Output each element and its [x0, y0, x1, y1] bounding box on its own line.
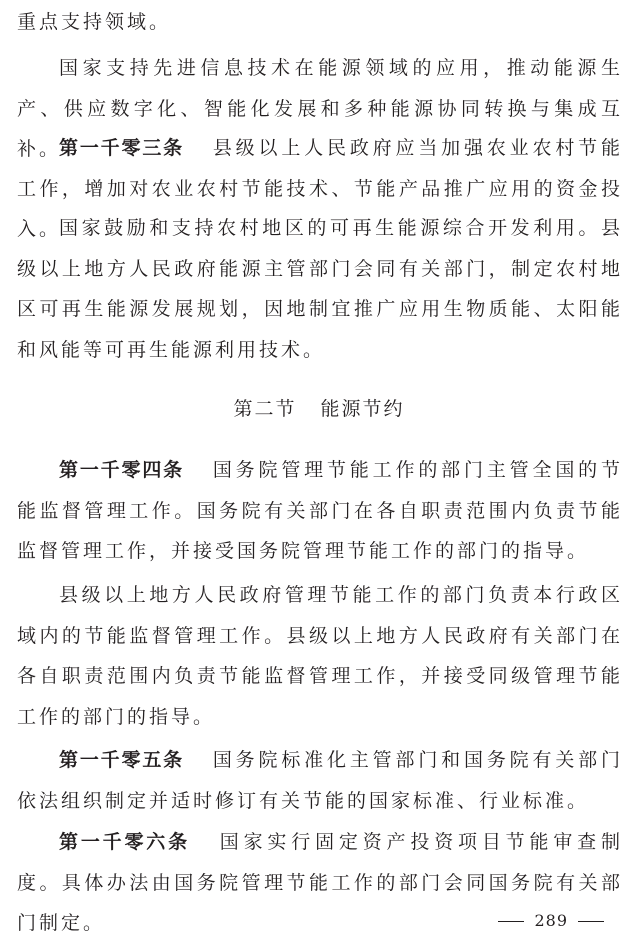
- page-number-value: 289: [534, 911, 568, 930]
- article-number: 第一千零三条: [59, 137, 184, 159]
- article-1005: [17, 740, 623, 821]
- paragraph: [17, 575, 623, 737]
- article-text: 国务院标准化主管部门和国务院有关部门依法组织制定并适时修订有关节能的国家标准、行业标准。: [17, 749, 623, 812]
- article-text: 国务院管理节能工作的部门主管全国的节能监督管理工作。国务院有关部门在各自职责范围内负责节能监督管理工作，并接受国务院管理节能工作的部门的指导。: [17, 459, 623, 563]
- section-heading: [0, 389, 638, 429]
- paragraph-text: 国家支持先进信息技术在能源领域的应用，推动能源生产、供应数字化、智能化发展和多种能源协同转换与集成互补。: [17, 57, 623, 161]
- page-number-dash-right: [578, 921, 604, 922]
- paragraph-continuation: [17, 2, 623, 43]
- paragraph-text: 县级以上地方人民政府管理节能工作的部门负责本行政区域内的节能监督管理工作。县级以上地方人民政府有关部门在各自职责范围内负责节能监督管理工作，并接受同级管理节能工作的部门的指导。: [17, 584, 623, 728]
- paragraph-text: 国家鼓励和支持农村地区的可再生能源综合开发利用。县级以上地方人民政府能源主管部门会同有关部门，制定农村地区可再生能源发展规划，因地制宜推广应用生物质能、太阳能和风能等可再生能源利用技术。: [17, 217, 623, 361]
- article-number: 第一千零六条: [59, 831, 190, 853]
- page-number-dash-left: [498, 921, 524, 922]
- article-text: 国家实行固定资产投资项目节能审查制度。具体办法由国务院管理节能工作的部门会同国务院有关部门制定。: [17, 831, 623, 935]
- paragraph-text: 重点支持领域。: [17, 11, 172, 33]
- section-number: 第二节: [233, 398, 297, 420]
- paragraph: [17, 208, 623, 370]
- article-number: 第一千零四条: [59, 459, 184, 481]
- article-text: 县级以上人民政府应当加强农业农村节能工作，增加对农业农村节能技术、节能产品推广应用的资金投入。: [17, 137, 623, 241]
- page-number: [488, 911, 614, 930]
- section-title: 能源节约: [320, 398, 405, 420]
- article-1004: [17, 450, 623, 572]
- article-number: 第一千零五条: [59, 749, 184, 771]
